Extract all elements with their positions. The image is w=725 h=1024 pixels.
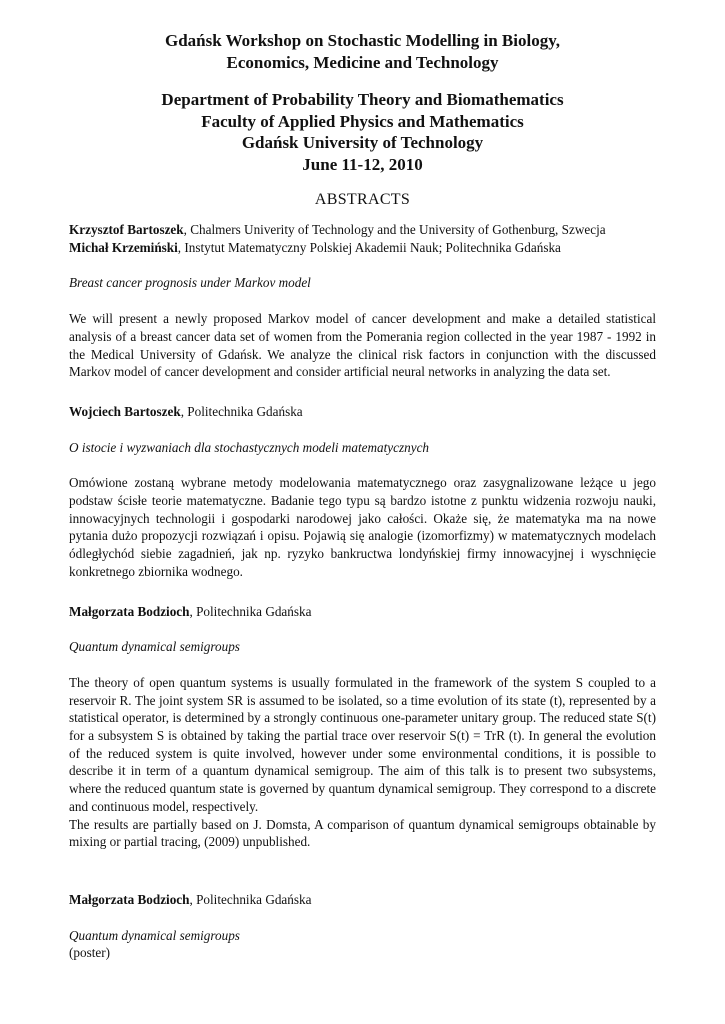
document-page bbox=[69, 30, 656, 962]
author-line bbox=[69, 603, 656, 621]
author-name: Krzysztof Bartoszek bbox=[69, 222, 184, 237]
author-list bbox=[69, 221, 656, 256]
abstract-paragraph: The theory of open quantum systems is usually formulated in the framework of the system S coupled to a reservoir R. The joint system SR is assumed to be isolated, so a time evolution of its state (t), represented by a statistical operator, is determined by a strongly continuous one-parameter unitary group. The reduced state S(t) for a subsystem S is obtained by taking the partial trace over reservoir S(t) = TrR (t). In general the evolution of the reduced system is quite involved, however under some environmental conditions, it is possible to describe it in term of a quantum dynamical semigroup. The aim of this talk is to present two subsystems, where the reduced quantum state is governed by quantum dynamical semigroup. They correspond to a discrete and continuous model, respectively. bbox=[69, 674, 656, 814]
poster-note: (poster) bbox=[69, 945, 111, 961]
university-name: Gdańsk University of Technology bbox=[241, 133, 484, 152]
abstract-section-4 bbox=[69, 891, 656, 962]
author-affiliation: , Instytut Matematyczny Polskiej Akademii Nauk; Politechnika Gdańska bbox=[177, 239, 561, 255]
author-affiliation: , Politechnika Gdańska bbox=[189, 603, 312, 619]
author-affiliation: , Chalmers Univerity of Technology and the University of Gothenburg, Szwecja bbox=[183, 222, 606, 237]
department-name: Department of Probability Theory and Biomathematics bbox=[161, 90, 564, 109]
abstract-paragraph: Omówione zostaną wybrane metody modelowania matematycznego oraz zasygnalizowane leżące u jego podstaw ścisłe teorie matematyczne. Badanie tego typu są bardzo istotne z punktu widzenia rozwoju nauki, innowacyjnych technologii i gospodarki narodowej jako całości. Okaże się, że matematyka ma na nowe pytania dużo propozycji rozwiązań i opisu. Pojawią się analogie (izomorfizmy) w matematycznych modelach ódległychód siebie zagadnień, jak np. ryzyko bankructwa londyńskiej firmy innowacyjnej i wyschnięcie konkretnego zbiornika wodnego. bbox=[69, 475, 656, 579]
abstract-section-2 bbox=[69, 403, 656, 581]
workshop-title-line-1: Gdańsk Workshop on Stochastic Modelling in Biology, bbox=[164, 31, 561, 50]
abstract-section-3 bbox=[69, 603, 656, 851]
abstract-paragraph: The results are partially based on J. Domsta, A comparison of quantum dynamical semigroups obtainable by mixing or partial tracing, (2009) unpublished. bbox=[69, 816, 656, 850]
author-line bbox=[69, 403, 656, 421]
author-affiliation: , Politechnika Gdańska bbox=[180, 403, 303, 419]
organizer-block bbox=[69, 89, 656, 175]
abstract-title: Quantum dynamical semigroups bbox=[69, 639, 240, 655]
author-line bbox=[69, 221, 656, 239]
abstract-title: Breast cancer prognosis under Markov model bbox=[69, 275, 311, 291]
workshop-title-line-2: Economics, Medicine and Technology bbox=[226, 53, 499, 72]
author-name: Małgorzata Bodzioch bbox=[69, 603, 190, 619]
author-name: Michał Krzemiński bbox=[69, 239, 178, 255]
author-name: Wojciech Bartoszek bbox=[69, 403, 181, 419]
abstract-section-1 bbox=[69, 221, 656, 381]
author-name: Małgorzata Bodzioch bbox=[69, 891, 190, 907]
author-line bbox=[69, 239, 656, 257]
abstract-paragraph: We will present a newly proposed Markov model of cancer development and make a detailed statistical analysis of a breast cancer data set of women from the Pomerania region collected in the year 1987 - 1992 in the Medical University of Gdańsk. We analyze the clinical risk factors in conjunction with the discussed Markov model of cancer development and consider artificial neural networks in analyzing the data set. bbox=[69, 311, 656, 380]
workshop-date: June 11-12, 2010 bbox=[302, 154, 423, 174]
faculty-name: Faculty of Applied Physics and Mathematics bbox=[201, 111, 524, 131]
author-affiliation: , Politechnika Gdańska bbox=[189, 891, 312, 907]
workshop-title bbox=[69, 30, 656, 74]
author-line bbox=[69, 891, 656, 909]
abstract-title: Quantum dynamical semigroups bbox=[69, 927, 240, 943]
abstract-title: O istocie i wyzwaniach dla stochastycznych modeli matematycznych bbox=[69, 439, 430, 455]
abstracts-heading: ABSTRACTS bbox=[314, 191, 411, 208]
